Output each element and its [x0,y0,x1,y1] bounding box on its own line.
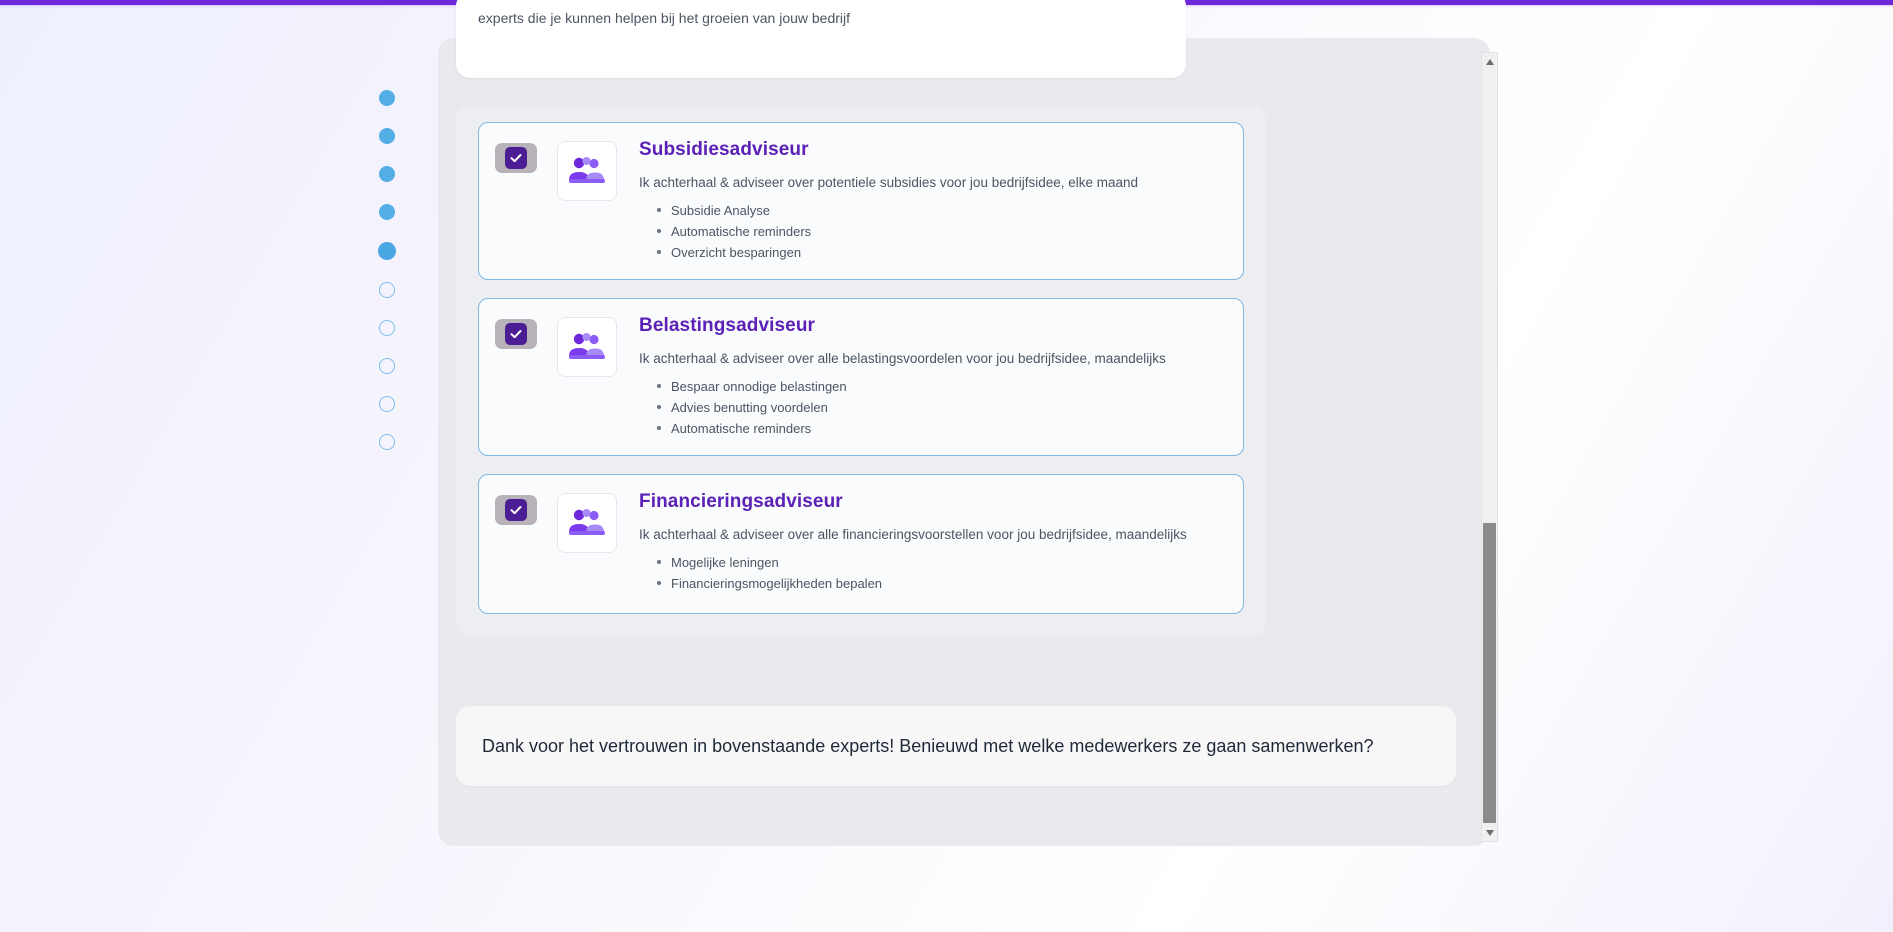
list-item: Financieringsmogelijkheden bepalen [657,573,1227,594]
assistant-message-text: Dank voor het vertrouwen in bovenstaande experts! Benieuwd met welke medewerkers ze gaan samenwerken? [482,736,1374,756]
expert-checkbox-subsidiesadviseur[interactable] [495,143,537,173]
progress-dot-10[interactable] [379,434,395,450]
expert-checkbox-belastingsadviseur[interactable] [495,319,537,349]
expert-info [639,137,1227,263]
expert-card-financieringsadviseur[interactable] [478,474,1244,614]
people-group-icon [557,317,617,377]
progress-dot-3[interactable] [379,166,395,182]
checkbox-checked-indicator [505,323,527,345]
expert-title: Belastingsadviseur [639,315,816,336]
check-icon [509,327,523,341]
previous-message-card [456,0,1186,78]
expert-selection-list [456,106,1266,636]
expert-checkbox-financieringsadviseur[interactable] [495,495,537,525]
progress-dot-8[interactable] [379,358,395,374]
people-group-icon [557,493,617,553]
list-item: Advies benutting voordelen [657,397,1227,418]
expert-description: Ik achterhaal & adviseer over alle belastingsvoordelen voor jou bedrijfsidee, maandelijks [639,351,1166,366]
chat-scroll-panel[interactable] [438,10,1490,846]
progress-dot-2[interactable] [379,128,395,144]
scroll-up-icon[interactable] [1482,53,1497,70]
progress-dot-6[interactable] [379,282,395,298]
progress-dot-5-current[interactable] [378,242,396,260]
list-item: Subsidie Analyse [657,200,1227,221]
checkbox-checked-indicator [505,147,527,169]
list-item: Automatische reminders [657,221,1227,242]
expert-info [639,313,1227,439]
progress-dot-1[interactable] [379,90,395,106]
progress-dot-7[interactable] [379,320,395,336]
expert-card-subsidiesadviseur[interactable] [478,122,1244,280]
list-item: Bespaar onnodige belastingen [657,376,1227,397]
expert-feature-list [639,376,1227,439]
expert-description: Ik achterhaal & adviseer over potentiele subsidies voor jou bedrijfsidee, elke maand [639,175,1139,190]
checkbox-checked-indicator [505,499,527,521]
previous-message-text: experts die je kunnen helpen bij het groeien van jouw bedrijf [478,10,851,26]
expert-card-belastingsadviseur[interactable] [478,298,1244,456]
onboarding-progress-dots [374,90,400,450]
list-item: Automatische reminders [657,418,1227,439]
expert-feature-list [639,552,1227,594]
expert-info [639,489,1227,594]
progress-dot-9[interactable] [379,396,395,412]
assistant-message-bubble [456,706,1456,786]
vertical-scrollbar[interactable] [1481,52,1498,842]
expert-description: Ik achterhaal & adviseer over alle financieringsvoorstellen voor jou bedrijfsidee, maandelijks [639,527,1187,542]
scroll-down-icon[interactable] [1482,824,1497,841]
progress-dot-4[interactable] [379,204,395,220]
check-icon [509,503,523,517]
expert-feature-list [639,200,1227,263]
list-item: Mogelijke leningen [657,552,1227,573]
people-group-icon [557,141,617,201]
check-icon [509,151,523,165]
scrollbar-thumb[interactable] [1483,523,1496,823]
expert-title: Financieringsadviseur [639,491,843,512]
list-item: Overzicht besparingen [657,242,1227,263]
expert-title: Subsidiesadviseur [639,139,809,160]
